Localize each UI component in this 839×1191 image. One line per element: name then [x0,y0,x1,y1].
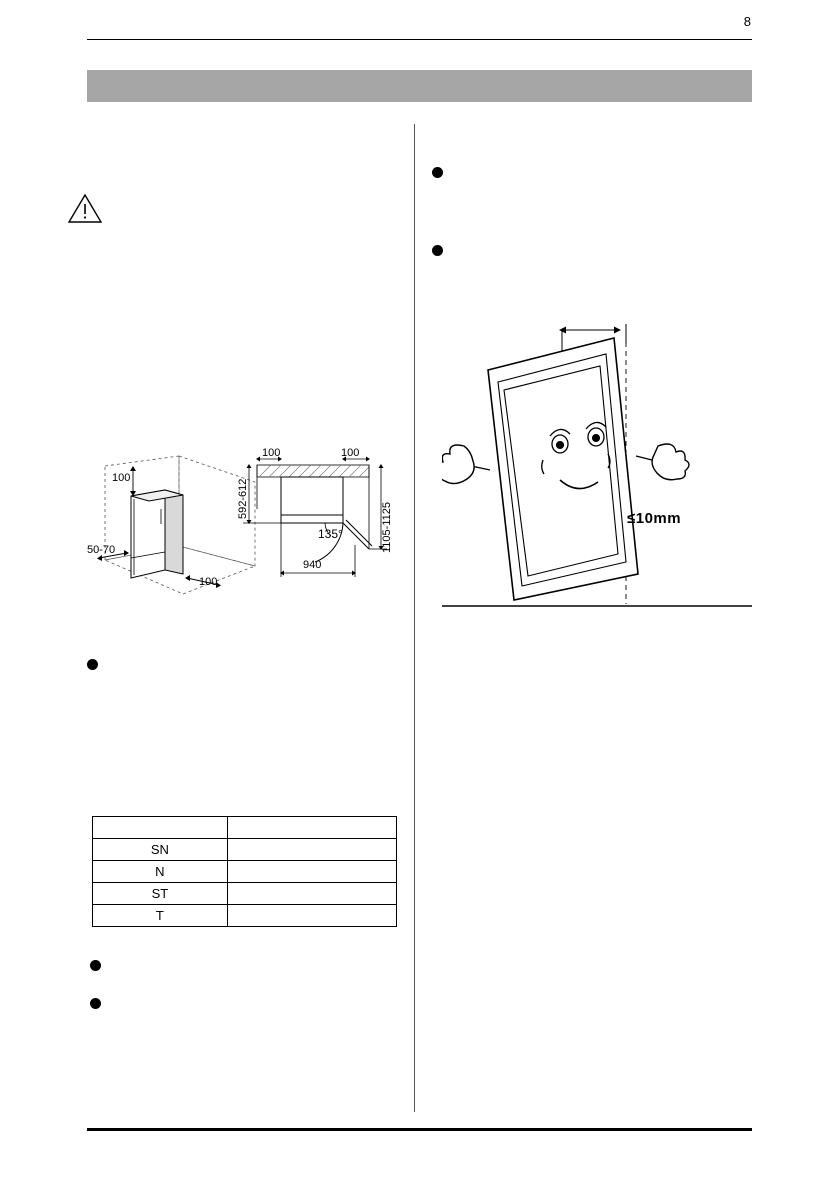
label-side-clearance: 100 [199,576,218,588]
table-row [93,817,397,839]
climate-class: T [93,905,228,927]
bullet-point [90,960,101,971]
climate-class: ST [93,883,228,905]
right-column [430,124,752,1114]
label-plan-width: 940 [303,559,322,571]
column-divider [414,124,415,1112]
climate-class: SN [93,839,228,861]
bullet-point [432,245,443,256]
max-tilt-diagram [442,304,752,629]
label-plan-height-range: 1105-1125 [381,502,393,553]
table-row [93,861,397,883]
label-rear-clearance: 50-70 [87,544,116,556]
label-door-angle: 135° [318,527,343,541]
climate-class-table [92,816,397,927]
table-row [93,883,397,905]
table-header-cell [93,817,228,839]
climate-range [227,839,396,861]
header-divider [87,39,752,40]
label-plan-depth-range: 592-612 [237,478,249,519]
climate-class: N [93,861,228,883]
table-header-cell [227,817,396,839]
climate-range [227,905,396,927]
warning-triangle-icon [67,192,103,224]
table-row [93,839,397,861]
label-plan-right-gap: 100 [262,447,281,459]
footer-divider [87,1128,752,1131]
bullet-point [432,167,443,178]
bullet-point [90,998,101,1009]
bullet-point [87,659,98,670]
label-plan-left-gap: 100 [341,447,360,459]
label-top-clearance: 100 [112,472,131,484]
climate-range [227,883,396,905]
climate-range [227,861,396,883]
left-column [87,124,397,1114]
page-number: 8 [743,14,751,29]
plan-view-diagram [229,449,394,609]
table-row [93,905,397,927]
section-banner [87,70,752,102]
label-max-tilt: ≤10mm [627,510,682,527]
